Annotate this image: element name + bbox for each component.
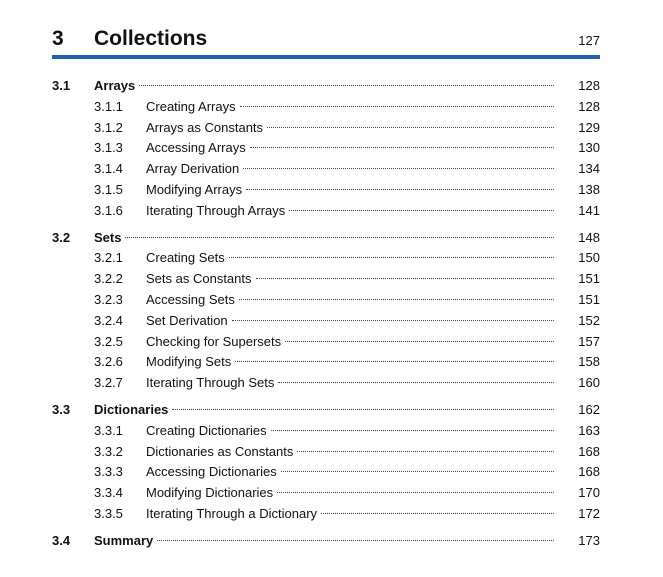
toc-entry-number: 3.2.2 (94, 271, 123, 287)
toc-entry-title[interactable]: Array Derivation (146, 161, 240, 177)
toc-entry-page: 172 (578, 505, 600, 521)
toc-entry-number: 3.2.5 (94, 333, 123, 349)
toc-entry-title[interactable]: Iterating Through Arrays (146, 202, 286, 218)
toc-section-entry[interactable] (52, 400, 600, 421)
toc-entry-line (146, 159, 600, 180)
toc-subsection-entry[interactable] (52, 201, 600, 222)
toc-subsection-entry[interactable] (52, 332, 600, 353)
toc-subsection-entry[interactable] (52, 159, 600, 180)
dot-leader (271, 430, 554, 431)
toc-entry-number: 3.1.4 (94, 161, 123, 177)
dot-leader (246, 189, 554, 190)
dot-leader (289, 210, 554, 211)
toc-entry-number: 3.1.1 (94, 98, 123, 114)
toc-entry-line (146, 97, 600, 118)
dot-leader (250, 147, 554, 148)
toc-entry-page: 130 (578, 140, 600, 156)
toc-subsection-entry[interactable] (52, 138, 600, 159)
toc-entry-title[interactable]: Sets as Constants (146, 271, 252, 287)
chapter-rule (52, 55, 600, 59)
chapter-page-number: 127 (578, 33, 600, 48)
toc-entry-title[interactable]: Summary (94, 532, 154, 548)
chapter-header (52, 24, 600, 54)
toc-entry-title[interactable]: Creating Sets (146, 250, 225, 266)
dot-leader (232, 320, 554, 321)
toc-entry-number: 3.4 (52, 532, 71, 548)
toc-entry-line (146, 462, 600, 483)
toc-entry-number: 3.1.3 (94, 140, 123, 156)
dot-leader (277, 492, 554, 493)
toc-entry-page: 168 (578, 443, 600, 459)
dot-leader (278, 382, 554, 383)
toc-entry-line (94, 531, 600, 552)
dot-leader (240, 106, 554, 107)
toc-entry-number: 3.1.6 (94, 202, 123, 218)
toc-entry-page: 151 (578, 271, 600, 287)
toc-subsection-entry[interactable] (52, 462, 600, 483)
dot-leader (243, 168, 554, 169)
toc-entry-line (146, 373, 600, 394)
toc-entry-line (94, 76, 600, 97)
toc-entry-title[interactable]: Modifying Sets (146, 354, 232, 370)
toc-entry-number: 3.1.2 (94, 119, 123, 135)
toc-entry-title[interactable]: Arrays (94, 78, 136, 93)
toc-subsection-entry[interactable] (52, 97, 600, 118)
toc-subsection-entry[interactable] (52, 180, 600, 201)
toc-entry-page: 129 (578, 119, 600, 135)
toc-entry-title[interactable]: Dictionaries (94, 401, 169, 417)
toc-entry-number: 3.3.3 (94, 464, 123, 480)
toc-entry-line (146, 311, 600, 332)
toc-entry-line (146, 290, 600, 311)
toc-entry-number: 3.2 (52, 229, 71, 245)
toc-entry-title[interactable]: Iterating Through Sets (146, 375, 275, 391)
toc-entry-line (146, 483, 600, 504)
toc-entry-line (146, 352, 600, 373)
toc-subsection-entry[interactable] (52, 118, 600, 139)
toc-section-entry[interactable] (52, 228, 600, 249)
dot-leader (235, 361, 554, 362)
toc-entry-number: 3.2.6 (94, 354, 123, 370)
toc-entry-line (146, 180, 600, 201)
toc-entry-line (146, 332, 600, 353)
toc-entry-title[interactable]: Dictionaries as Constants (146, 443, 294, 459)
table-of-contents (52, 76, 600, 552)
toc-entry-line (146, 442, 600, 463)
toc-entry-title[interactable]: Accessing Sets (146, 291, 235, 307)
toc-entry-line (146, 248, 600, 269)
toc-entry-page: 158 (578, 354, 600, 370)
toc-subsection-entry[interactable] (52, 442, 600, 463)
toc-entry-page: 148 (578, 229, 600, 245)
toc-entry-page: 151 (578, 291, 600, 307)
toc-entry-page: 168 (578, 464, 600, 480)
toc-entry-line (146, 269, 600, 290)
toc-subsection-entry[interactable] (52, 483, 600, 504)
toc-entry-number: 3.2.3 (94, 291, 123, 307)
toc-entry-title[interactable]: Accessing Dictionaries (146, 464, 277, 480)
toc-subsection-entry[interactable] (52, 373, 600, 394)
toc-entry-page: 157 (578, 333, 600, 349)
toc-entry-title[interactable]: Creating Arrays (146, 98, 236, 114)
toc-entry-title[interactable]: Arrays as Constants (146, 119, 264, 135)
toc-entry-line (146, 118, 600, 139)
toc-entry-title[interactable]: Iterating Through a Dictionary (146, 505, 318, 521)
dot-leader (256, 278, 555, 279)
toc-subsection-entry[interactable] (52, 504, 600, 525)
toc-entry-page: 150 (578, 250, 600, 266)
toc-subsection-entry[interactable] (52, 248, 600, 269)
dot-leader (239, 299, 554, 300)
toc-entry-page: 163 (578, 422, 600, 438)
toc-entry-number: 3.3.1 (94, 422, 123, 438)
toc-entry-title[interactable]: Sets (94, 229, 122, 245)
toc-subsection-entry[interactable] (52, 311, 600, 332)
toc-entry-title[interactable]: Modifying Arrays (146, 181, 243, 197)
toc-entry-title[interactable]: Modifying Dictionaries (146, 485, 274, 501)
toc-entry-page: 141 (578, 202, 600, 218)
toc-entry-line (94, 228, 600, 249)
toc-entry-line (94, 400, 600, 421)
toc-entry-number: 3.3.5 (94, 505, 123, 521)
toc-entry-number: 3.3.4 (94, 485, 123, 501)
dot-leader (125, 237, 554, 238)
toc-entry-page: 173 (578, 532, 600, 548)
toc-entry-page: 160 (578, 375, 600, 391)
toc-subsection-entry[interactable] (52, 290, 600, 311)
toc-entry-page: 128 (578, 98, 600, 114)
toc-entry-title[interactable]: Checking for Supersets (146, 333, 282, 349)
toc-entry-title[interactable]: Accessing Arrays (146, 140, 246, 156)
toc-entry-number: 3.2.4 (94, 312, 123, 328)
toc-section-entry[interactable] (52, 531, 600, 552)
toc-entry-page: 170 (578, 485, 600, 501)
toc-subsection-entry[interactable] (52, 352, 600, 373)
dot-leader (281, 471, 554, 472)
dot-leader (172, 409, 554, 410)
toc-entry-number: 3.2.1 (94, 250, 123, 266)
toc-entry-line (146, 421, 600, 442)
toc-entry-line (146, 138, 600, 159)
toc-entry-number: 3.2.7 (94, 375, 123, 391)
toc-entry-title[interactable]: Set Derivation (146, 312, 228, 328)
toc-entry-number: 3.3 (52, 401, 71, 417)
toc-entry-page: 138 (578, 181, 600, 197)
toc-entry-page: 152 (578, 312, 600, 328)
chapter-number: 3 (52, 27, 64, 50)
dot-leader (285, 341, 554, 342)
dot-leader (229, 257, 554, 258)
toc-section-entry[interactable] (52, 76, 600, 97)
dot-leader (297, 451, 554, 452)
toc-entry-number: 3.1.5 (94, 181, 123, 197)
toc-entry-page: 134 (578, 161, 600, 177)
dot-leader (157, 540, 554, 541)
dot-leader (139, 85, 554, 86)
toc-entry-number: 3.3.2 (94, 443, 123, 459)
toc-entry-title[interactable]: Creating Dictionaries (146, 422, 267, 438)
toc-subsection-entry[interactable] (52, 269, 600, 290)
toc-entry-page: 162 (578, 401, 600, 417)
dot-leader (321, 513, 554, 514)
toc-entry-page: 128 (578, 78, 600, 93)
dot-leader (267, 127, 554, 128)
toc-subsection-entry[interactable] (52, 421, 600, 442)
toc-entry-line (146, 504, 600, 525)
toc-entry-line (146, 201, 600, 222)
chapter-title: Collections (94, 27, 208, 50)
toc-entry-number: 3.1 (52, 78, 71, 93)
